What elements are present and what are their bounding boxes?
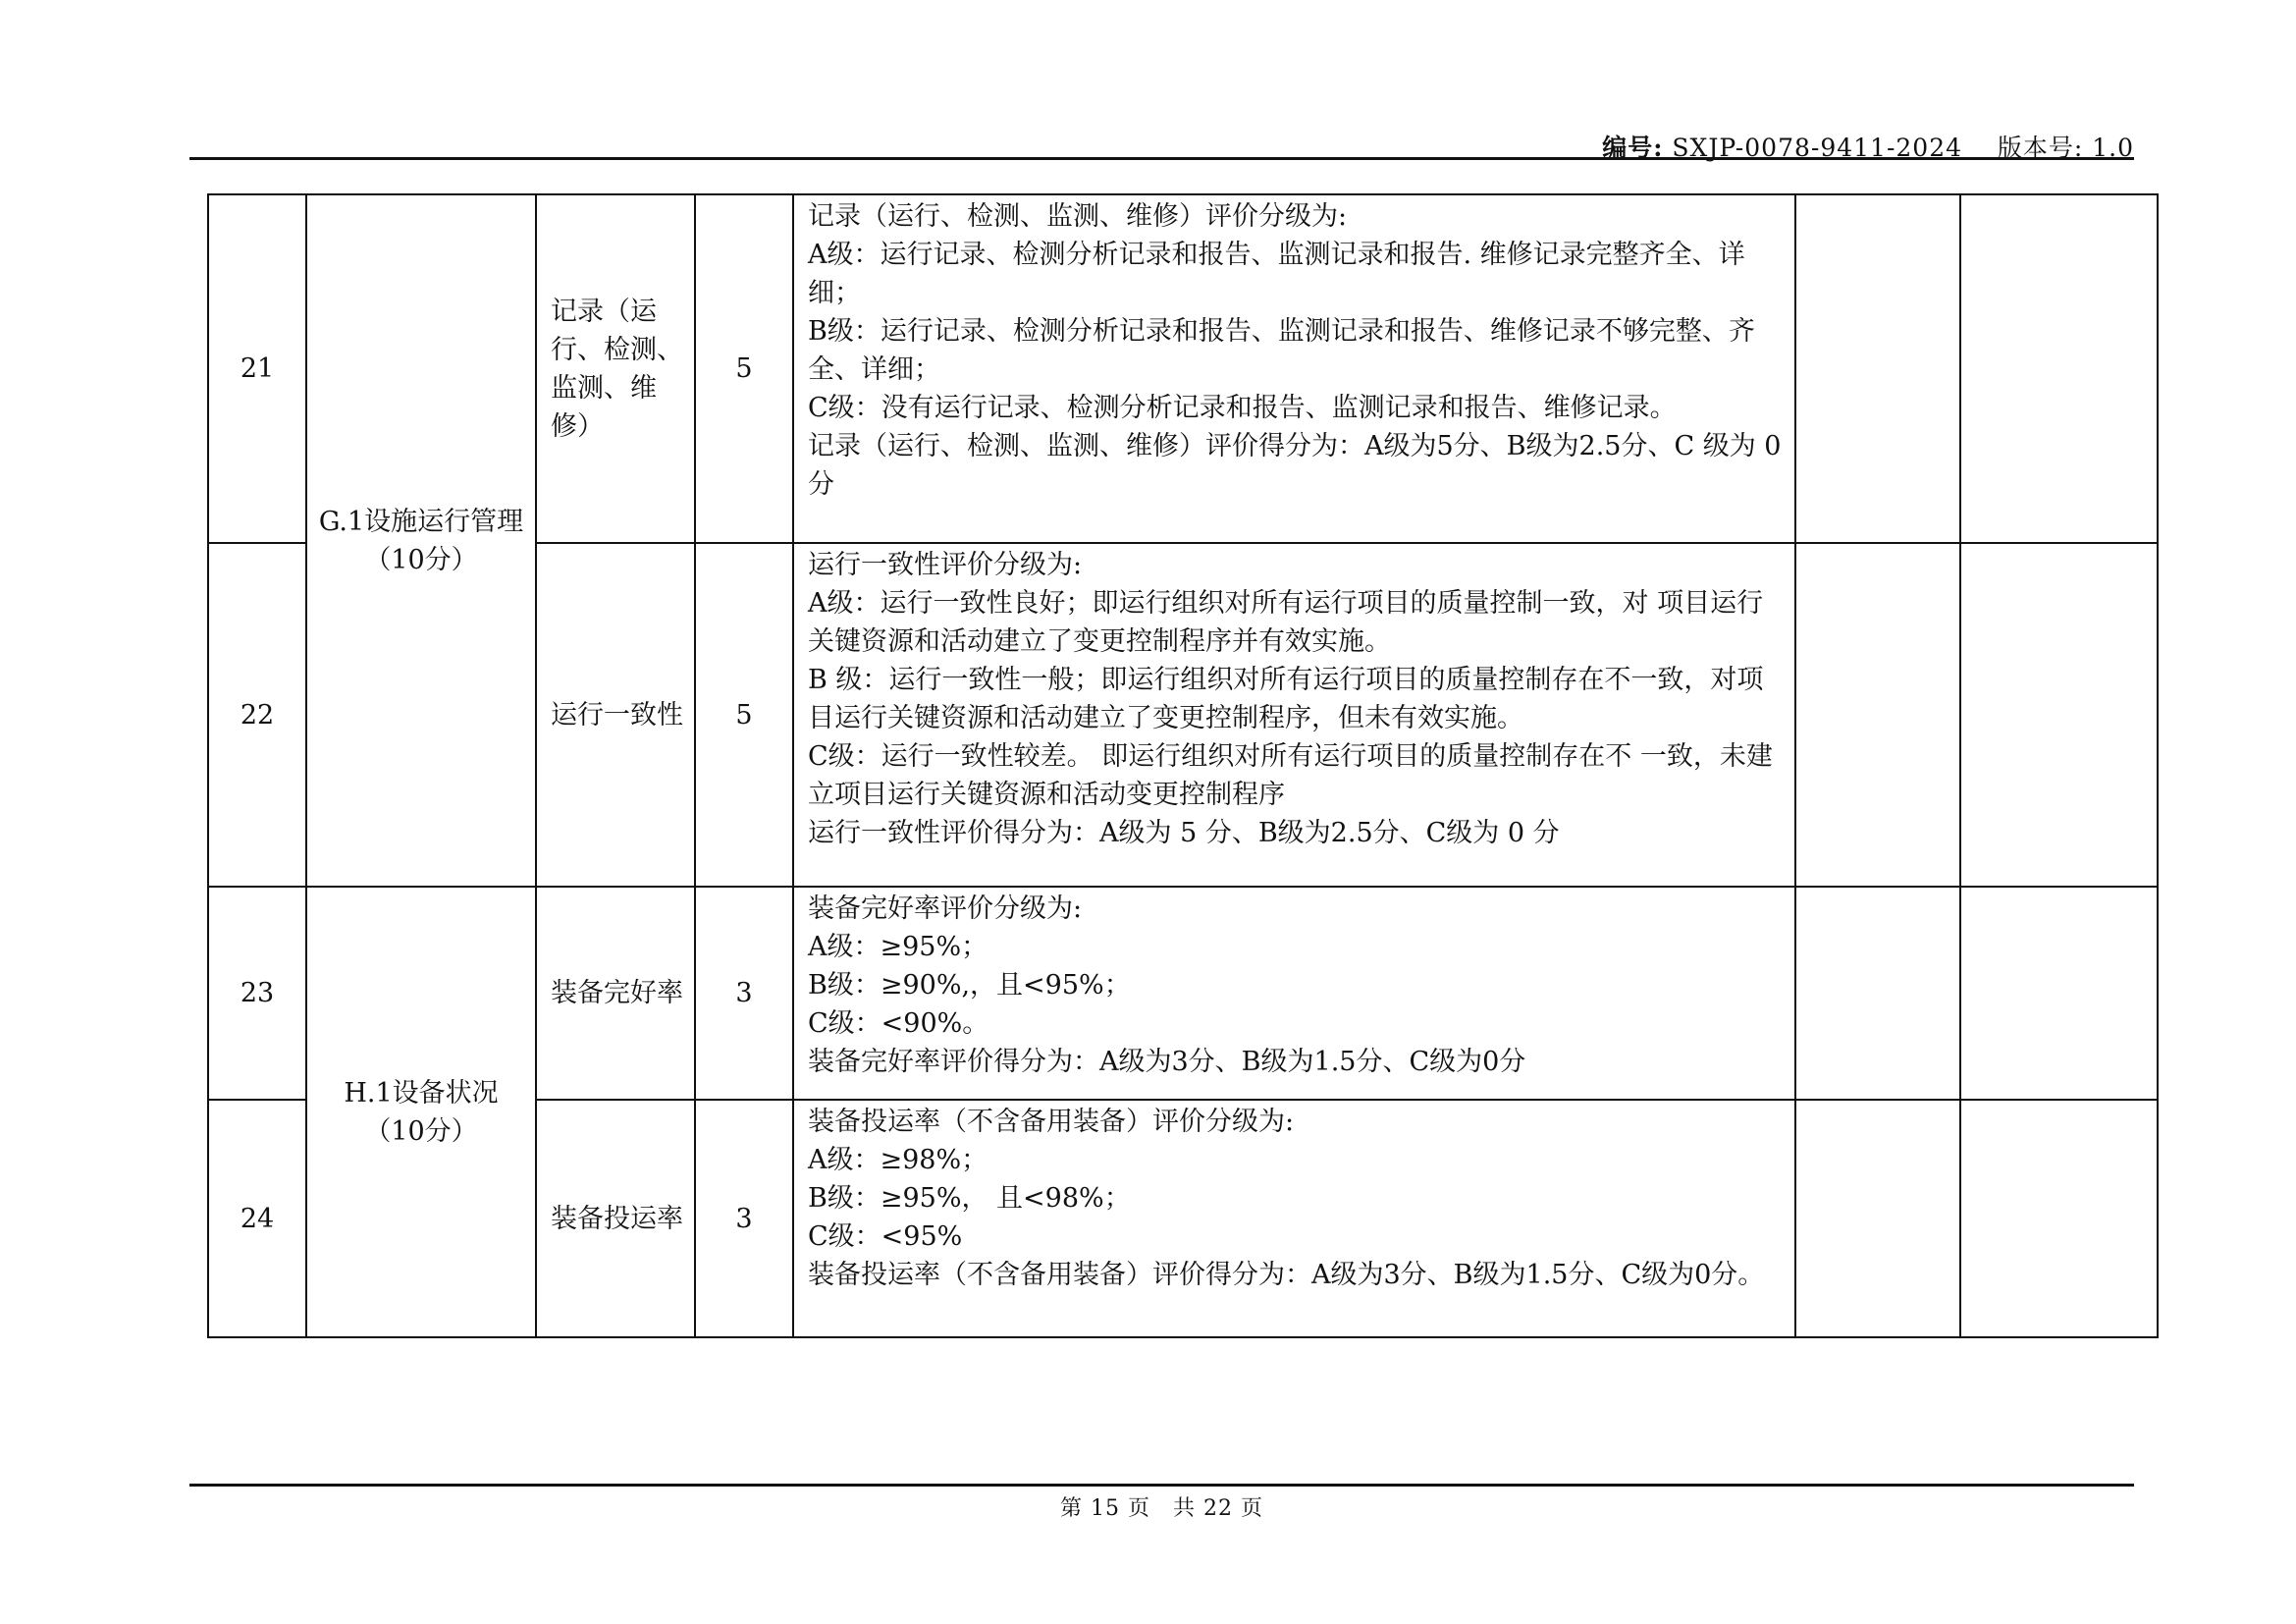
description-line: B 级：运行一致性一般；即运行组织对所有运行项目的质量控制存在不一致，对项目运行关键资源和活动建立了变更控制程序，但未有效实施。 xyxy=(808,665,1764,733)
item-name: 运行一致性 xyxy=(536,543,695,887)
code-label: 编号: xyxy=(1602,134,1664,162)
item-description xyxy=(793,543,1795,887)
group-points: （10分） xyxy=(364,544,478,575)
item-description xyxy=(793,1100,1795,1337)
version-label: 版本号: xyxy=(1997,134,2084,162)
blank-cell xyxy=(1795,887,1960,1100)
item-score: 5 xyxy=(695,194,793,543)
description-line: B级：≥95%， 且<98%； xyxy=(808,1183,1131,1214)
table-row xyxy=(208,194,2158,543)
evaluation-table xyxy=(207,193,2159,1338)
version-number: 1.0 xyxy=(2092,134,2134,162)
row-number: 22 xyxy=(208,543,306,887)
item-score: 3 xyxy=(695,1100,793,1337)
description-line: A级：运行记录、检测分析记录和报告、监测记录和报告. 维修记录完整齐全、详细； xyxy=(808,240,1745,308)
blank-cell xyxy=(1960,194,2158,543)
blank-cell xyxy=(1795,543,1960,887)
item-score: 5 xyxy=(695,543,793,887)
description-line: 记录（运行、检测、监测、维修）评价分级为: xyxy=(808,201,1348,232)
item-name: 记录（运行、检测、监测、维修） xyxy=(536,194,695,543)
header-rule xyxy=(189,157,2134,160)
description-line: A级：运行一致性良好；即运行组织对所有运行项目的质量控制一致，对 项目运行关键资源和活动建立了变更控制程序并有效实施。 xyxy=(808,588,1764,657)
page-footer: 第 15 页 共 22 页 xyxy=(1060,1496,1263,1521)
item-name: 装备投运率 xyxy=(536,1100,695,1337)
table-row xyxy=(208,887,2158,1100)
description-line: C级：没有运行记录、检测分析记录和报告、监测记录和报告、维修记录。 xyxy=(808,393,1677,423)
item-description xyxy=(793,194,1795,543)
description-line: A级：≥98%； xyxy=(808,1145,988,1175)
blank-cell xyxy=(1795,1100,1960,1337)
description-line: A级：≥95%； xyxy=(808,932,988,962)
footer-rule xyxy=(189,1484,2134,1487)
item-name: 装备完好率 xyxy=(536,887,695,1100)
blank-cell xyxy=(1960,543,2158,887)
description-line: 装备完好率评价得分为：A级为3分、B级为1.5分、C级为0分 xyxy=(808,1047,1526,1077)
group-cell xyxy=(306,194,536,887)
group-cell xyxy=(306,887,536,1337)
row-number: 24 xyxy=(208,1100,306,1337)
description-line: B级：≥90%,，且<95%； xyxy=(808,970,1131,1001)
description-line: B级：运行记录、检测分析记录和报告、监测记录和报告、维修记录不够完整、齐全、详细； xyxy=(808,316,1755,385)
blank-cell xyxy=(1960,1100,2158,1337)
blank-cell xyxy=(1960,887,2158,1100)
description-line: C级：<90%。 xyxy=(808,1008,989,1039)
item-score: 3 xyxy=(695,887,793,1100)
description-line: 运行一致性评价分级为: xyxy=(808,550,1083,580)
group-title: H.1设备状况 xyxy=(344,1077,499,1109)
description-line: 装备投运率（不含备用装备）评价得分为：A级为3分、B级为1.5分、C级为0分。 xyxy=(808,1260,1765,1290)
group-title: G.1设施运行管理 xyxy=(318,506,524,537)
description-line: C级：<95% xyxy=(808,1221,963,1252)
blank-cell xyxy=(1795,194,1960,543)
description-line: C级：运行一致性较差。 即运行组织对所有运行项目的质量控制存在不 一致，未建立项目运行关键资源和活动变更控制程序 xyxy=(808,741,1773,810)
description-line: 装备投运率（不含备用装备）评价分级为: xyxy=(808,1107,1295,1137)
description-line: 装备完好率评价分级为: xyxy=(808,893,1083,924)
description-line: 运行一致性评价得分为：A级为 5 分、B级为2.5分、C级为 0 分 xyxy=(808,818,1560,848)
description-line: 记录（运行、检测、监测、维修）评价得分为：A级为5分、B级为2.5分、C 级为 0 分 xyxy=(808,431,1782,500)
document-code: SXJP-0078-9411-2024 xyxy=(1672,134,1963,162)
item-description xyxy=(793,887,1795,1100)
group-points: （10分） xyxy=(364,1115,478,1147)
row-number: 21 xyxy=(208,194,306,543)
row-number: 23 xyxy=(208,887,306,1100)
